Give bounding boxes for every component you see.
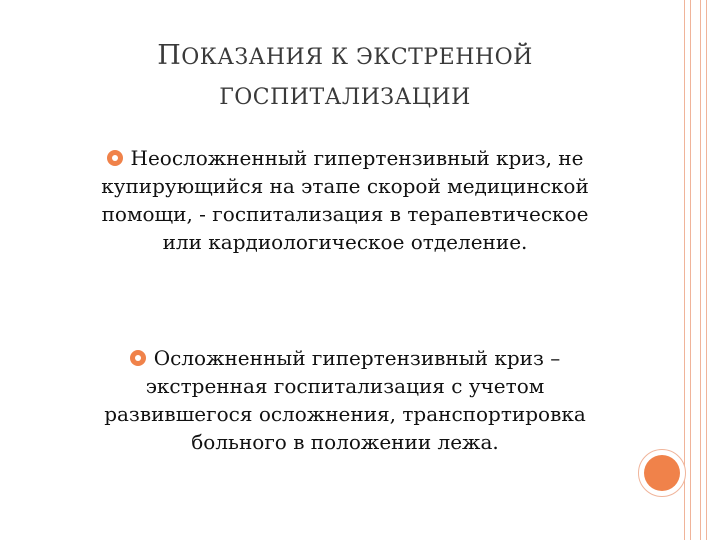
decorative-rail-line — [706, 0, 707, 540]
bullet-line: купирующийся на этапе скорой медицинской — [101, 174, 589, 198]
slide-title — [60, 36, 630, 118]
bullet-line — [70, 344, 620, 372]
decorative-rail-line — [700, 0, 701, 540]
bullet-line: развившегося осложнения, транспортировка — [104, 402, 586, 426]
bullet-item — [70, 144, 620, 256]
bullet-line: помощи, - госпитализация в терапевтическое — [101, 202, 589, 226]
title-line-1 — [60, 36, 630, 78]
bullet-text: Неосложненный гипертензивный криз, не — [130, 146, 584, 170]
decorative-circle-icon — [644, 455, 680, 491]
title-line-1-text: ОКАЗАНИЯ К ЭКСТРЕННОЙ — [181, 45, 533, 70]
title-cap-letter: П — [157, 40, 182, 71]
decorative-rail-line — [684, 0, 685, 540]
bullet-line: экстренная госпитализация с учетом — [145, 374, 545, 398]
bullet-text: Осложненный гипертензивный криз – — [153, 346, 561, 370]
title-line-2: ГОСПИТАЛИЗАЦИИ — [219, 85, 471, 110]
decorative-rail-line — [690, 0, 691, 540]
flower-bullet-icon — [107, 150, 123, 166]
flower-bullet-icon — [130, 350, 146, 366]
bullet-item — [70, 344, 620, 456]
bullet-line: больного в положении лежа. — [191, 430, 499, 454]
bullet-line: или кардиологическое отделение. — [162, 230, 528, 254]
bullet-line — [70, 144, 620, 172]
